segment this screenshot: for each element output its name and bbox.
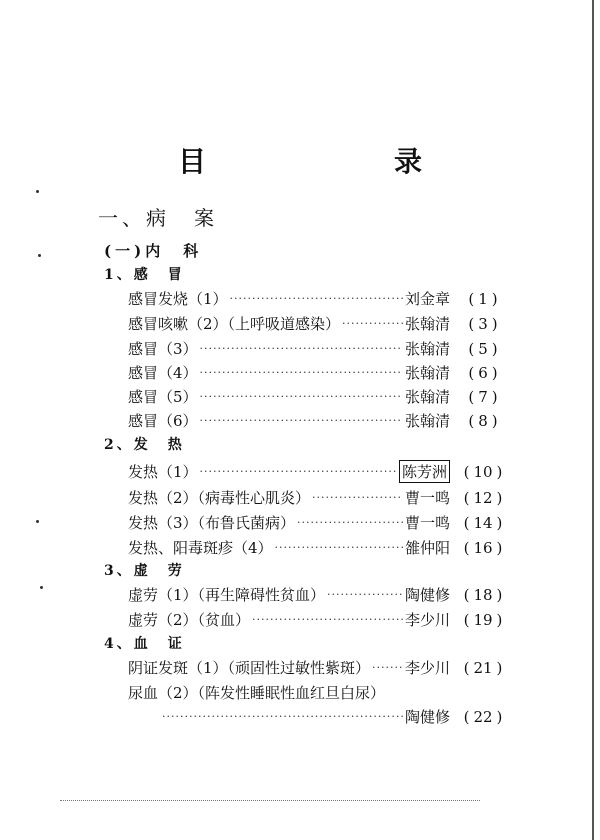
leader-dots <box>200 390 403 403</box>
entry-page: ( 22 ) <box>463 708 503 726</box>
entry-author: 李少川 <box>404 611 450 629</box>
entry-author: 张翰清 <box>404 340 450 358</box>
leader-dots <box>372 661 403 674</box>
subsection-heading: (一)内 科 <box>104 242 203 260</box>
toc-entry[interactable] <box>128 410 516 432</box>
toc-entry[interactable] <box>128 512 516 534</box>
toc-entry[interactable] <box>128 386 516 408</box>
toc-entry[interactable] <box>128 584 516 606</box>
entry-author: 张翰清 <box>404 412 450 430</box>
scan-speck <box>36 190 39 193</box>
page-title: 目 录 <box>177 145 502 178</box>
entry-title: 感冒（4） <box>128 364 198 382</box>
entry-title[interactable]: 尿血（2）（阵发性睡眠性血红旦白尿） <box>128 684 386 702</box>
leader-dots <box>312 491 403 504</box>
entry-author: 曹一鸣 <box>404 489 450 507</box>
toc-entry[interactable] <box>128 537 516 559</box>
toc-entry[interactable] <box>128 487 516 509</box>
entry-page: ( 5 ) <box>468 340 498 358</box>
entry-title: 发热（1） <box>128 463 198 481</box>
entry-page: ( 1 ) <box>468 290 498 308</box>
entry-title: 发热、阳毒斑疹（4） <box>128 539 273 557</box>
toc-entry[interactable] <box>128 313 516 335</box>
page-number: 6 <box>478 364 488 382</box>
page-number: 8 <box>478 412 488 430</box>
page-number: 10 <box>473 463 493 481</box>
page-number: 7 <box>478 388 488 406</box>
entry-author: 陈芳洲 <box>399 460 450 483</box>
entry-title: 感冒发烧（1） <box>128 290 228 308</box>
scan-speck <box>40 586 43 589</box>
toc-entry[interactable] <box>128 657 516 679</box>
entry-page: ( 3 ) <box>468 315 498 333</box>
toc-entry[interactable] <box>128 609 516 631</box>
entry-author: 雒仲阳 <box>404 539 450 557</box>
page-number: 21 <box>473 659 493 677</box>
section-heading: 一、病 案 <box>98 206 218 230</box>
entry-author: 张翰清 <box>404 315 450 333</box>
entry-title: 感冒咳嗽（2）（上呼吸道感染） <box>128 315 341 333</box>
toc-entry[interactable] <box>160 706 516 728</box>
toc-entry[interactable] <box>128 362 516 384</box>
leader-dots <box>200 366 403 379</box>
entry-author: 陶健修 <box>404 708 450 726</box>
toc-entry[interactable] <box>128 338 516 360</box>
scan-bottom-marks <box>60 800 480 803</box>
entry-title: 阴证发斑（1）（顽固性过敏性紫斑） <box>128 659 371 677</box>
leader-dots <box>230 292 403 305</box>
page-number: 12 <box>473 489 493 507</box>
page-number: 5 <box>478 340 488 358</box>
entry-page: ( 10 ) <box>463 463 503 481</box>
entry-page: ( 16 ) <box>463 539 503 557</box>
entry-title: 感冒（3） <box>128 340 198 358</box>
entry-title: 发热（2）（病毒性心肌炎） <box>128 489 311 507</box>
entry-author: 刘金章 <box>404 290 450 308</box>
leader-dots <box>275 541 403 554</box>
leader-dots <box>200 414 403 427</box>
entry-page: ( 12 ) <box>463 489 503 507</box>
leader-dots <box>342 317 403 330</box>
entry-author: 陶健修 <box>404 586 450 604</box>
entry-author: 李少川 <box>404 659 450 677</box>
page-number: 19 <box>473 611 493 629</box>
category-heading: 4、血 证 <box>104 636 185 652</box>
category-heading: 2、发 热 <box>104 437 185 453</box>
entry-page: ( 19 ) <box>463 611 503 629</box>
page-number: 14 <box>473 514 493 532</box>
leader-dots <box>200 342 403 355</box>
entry-title: 虚劳（1）（再生障碍性贫血） <box>128 586 326 604</box>
page-edge <box>592 0 594 840</box>
page-number: 3 <box>478 315 488 333</box>
entry-page: ( 18 ) <box>463 586 503 604</box>
entry-page: ( 14 ) <box>463 514 503 532</box>
leader-dots <box>327 588 403 601</box>
leader-dots <box>252 613 403 626</box>
entry-author: 张翰清 <box>404 364 450 382</box>
leader-dots <box>200 465 397 478</box>
entry-page: ( 21 ) <box>463 659 503 677</box>
category-heading: 3、虚 劳 <box>104 563 185 579</box>
scan-speck <box>38 254 41 257</box>
page-number: 16 <box>473 539 493 557</box>
leader-dots <box>162 710 403 723</box>
entry-page: ( 8 ) <box>468 412 498 430</box>
entry-title: 感冒（6） <box>128 412 198 430</box>
page-number: 22 <box>473 708 493 726</box>
entry-page: ( 6 ) <box>468 364 498 382</box>
leader-dots <box>297 516 403 529</box>
page-number: 18 <box>473 586 493 604</box>
entry-page: ( 7 ) <box>468 388 498 406</box>
toc-entry[interactable] <box>128 460 516 482</box>
entry-title: 虚劳（2）（贫血） <box>128 611 251 629</box>
entry-author: 张翰清 <box>404 388 450 406</box>
entry-title: 感冒（5） <box>128 388 198 406</box>
category-heading: 1、感 冒 <box>104 267 185 283</box>
toc-entry[interactable] <box>128 288 516 310</box>
entry-author: 曹一鸣 <box>404 514 450 532</box>
entry-title: 发热（3）（布鲁氏菌病） <box>128 514 296 532</box>
scan-speck <box>36 520 39 523</box>
page-number: 1 <box>478 290 488 308</box>
